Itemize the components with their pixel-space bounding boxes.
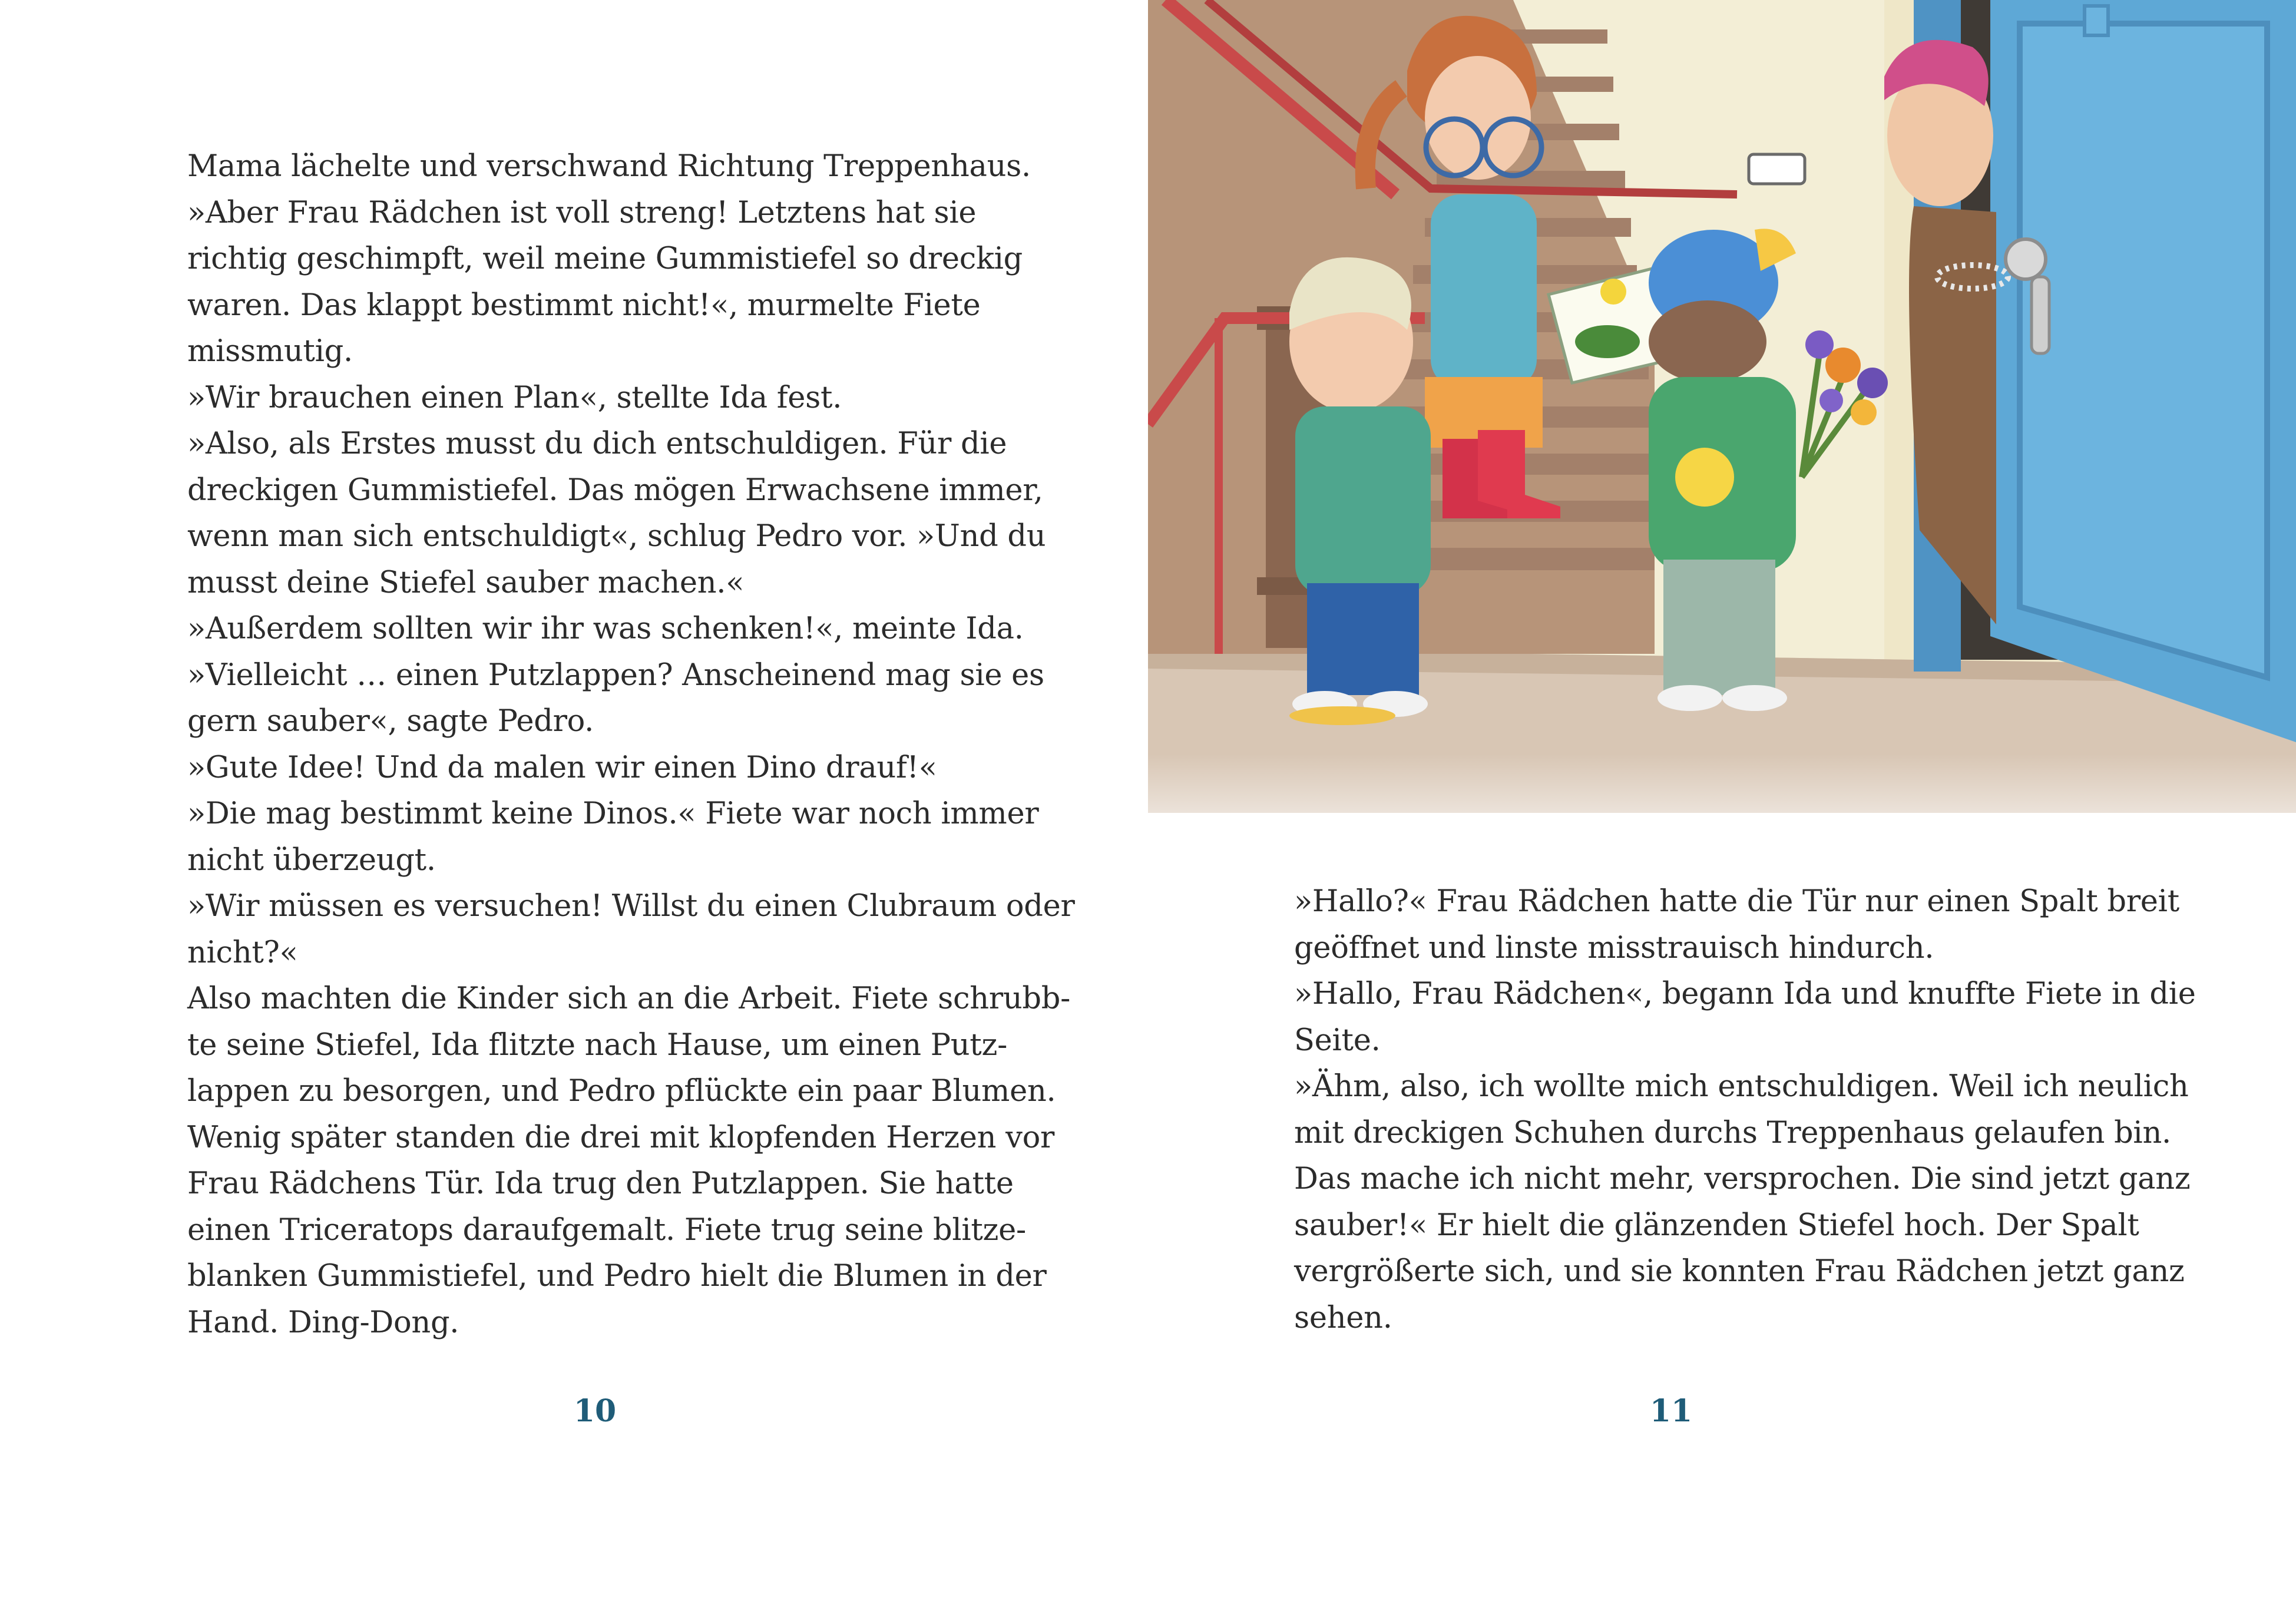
text-line: Also machten die Kinder sich an die Arbeit. Fiete schrubb-: [187, 981, 1071, 1016]
text-line: lappen zu besorgen, und Pedro pflückte ein paar Blumen.: [187, 1074, 1056, 1109]
text-line: einen Triceratops daraufgemalt. Fiete trug seine blitze-: [187, 1212, 1026, 1248]
text-line: »Wir brauchen einen Plan«, stellte Ida fest.: [187, 380, 842, 415]
text-line: »Die mag bestimmt keine Dinos.« Fiete war noch immer: [187, 796, 1039, 831]
text-line: Mama lächelte und verschwand Richtung Treppenhaus.: [187, 149, 1031, 184]
text-line: wenn man sich entschuldigt«, schlug Pedro vor. »Und du: [187, 519, 1046, 554]
text-line: sehen.: [1294, 1300, 1392, 1335]
text-line: missmutig.: [187, 334, 353, 369]
text-line: richtig geschimpft, weil meine Gummistiefel so dreckig: [187, 242, 1023, 276]
page-number-left: 10: [573, 1393, 617, 1429]
text-line: mit dreckigen Schuhen durchs Treppenhaus gelaufen bin.: [1294, 1115, 2171, 1150]
text-line: waren. Das klappt bestimmt nicht!«, murmelte Fiete: [187, 287, 981, 323]
right-page-text: [1294, 879, 2196, 1341]
text-line: dreckigen Gummistiefel. Das mögen Erwachsene immer,: [187, 472, 1043, 508]
text-line: Seite.: [1294, 1023, 1381, 1058]
text-line: »Gute Idee! Und da malen wir einen Dino drauf!«: [187, 750, 937, 785]
text-line: nicht überzeugt.: [187, 842, 436, 878]
left-page-text: [187, 144, 1075, 1346]
text-line: musst deine Stiefel sauber machen.«: [187, 565, 745, 600]
illustration-children-at-door: [1148, 0, 2296, 872]
text-line: geöffnet und linste misstrauisch hindurch.: [1294, 930, 1934, 965]
text-line: gern sauber«, sagte Pedro.: [187, 704, 594, 739]
text-line: blanken Gummistiefel, und Pedro hielt die Blumen in der: [187, 1259, 1047, 1294]
text-line: »Außerdem sollten wir ihr was schenken!«, meinte Ida.: [187, 611, 1024, 646]
text-line: »Aber Frau Rädchen ist voll streng! Letztens hat sie: [187, 195, 977, 230]
text-line: te seine Stiefel, Ida flitzte nach Hause, um einen Putz-: [187, 1027, 1008, 1063]
text-line: »Also, als Erstes musst du dich entschuldigen. Für die: [187, 426, 1007, 461]
text-line: Hand. Ding-Dong.: [187, 1305, 459, 1340]
text-line: sauber!« Er hielt die glänzenden Stiefel hoch. Der Spalt: [1294, 1208, 2139, 1243]
text-line: vergrößerte sich, und sie konnten Frau Rädchen jetzt ganz: [1294, 1254, 2185, 1289]
page-number-right: 11: [1649, 1393, 1693, 1429]
illustration: [1148, 0, 2296, 872]
text-line: »Wir müssen es versuchen! Willst du einen Clubraum oder: [187, 889, 1075, 924]
text-line: Wenig später standen die drei mit klopfenden Herzen vor: [187, 1120, 1055, 1155]
right-page: [1148, 0, 2296, 1614]
text-line: »Vielleicht … einen Putzlappen? Anscheinend mag sie es: [187, 657, 1044, 693]
text-line: Das mache ich nicht mehr, versprochen. Die sind jetzt ganz: [1294, 1162, 2191, 1196]
text-line: »Ähm, also, ich wollte mich entschuldigen. Weil ich neulich: [1294, 1069, 2189, 1104]
text-line: Frau Rädchens Tür. Ida trug den Putzlappen. Sie hatte: [187, 1166, 1014, 1201]
pedro-figure: [1649, 229, 1796, 711]
text-line: nicht?«: [187, 935, 298, 970]
text-line: »Hallo, Frau Rädchen«, begann Ida und knuffte Fiete in die: [1294, 977, 2196, 1011]
text-line: »Hallo?« Frau Rädchen hatte die Tür nur einen Spalt breit: [1294, 884, 2179, 919]
